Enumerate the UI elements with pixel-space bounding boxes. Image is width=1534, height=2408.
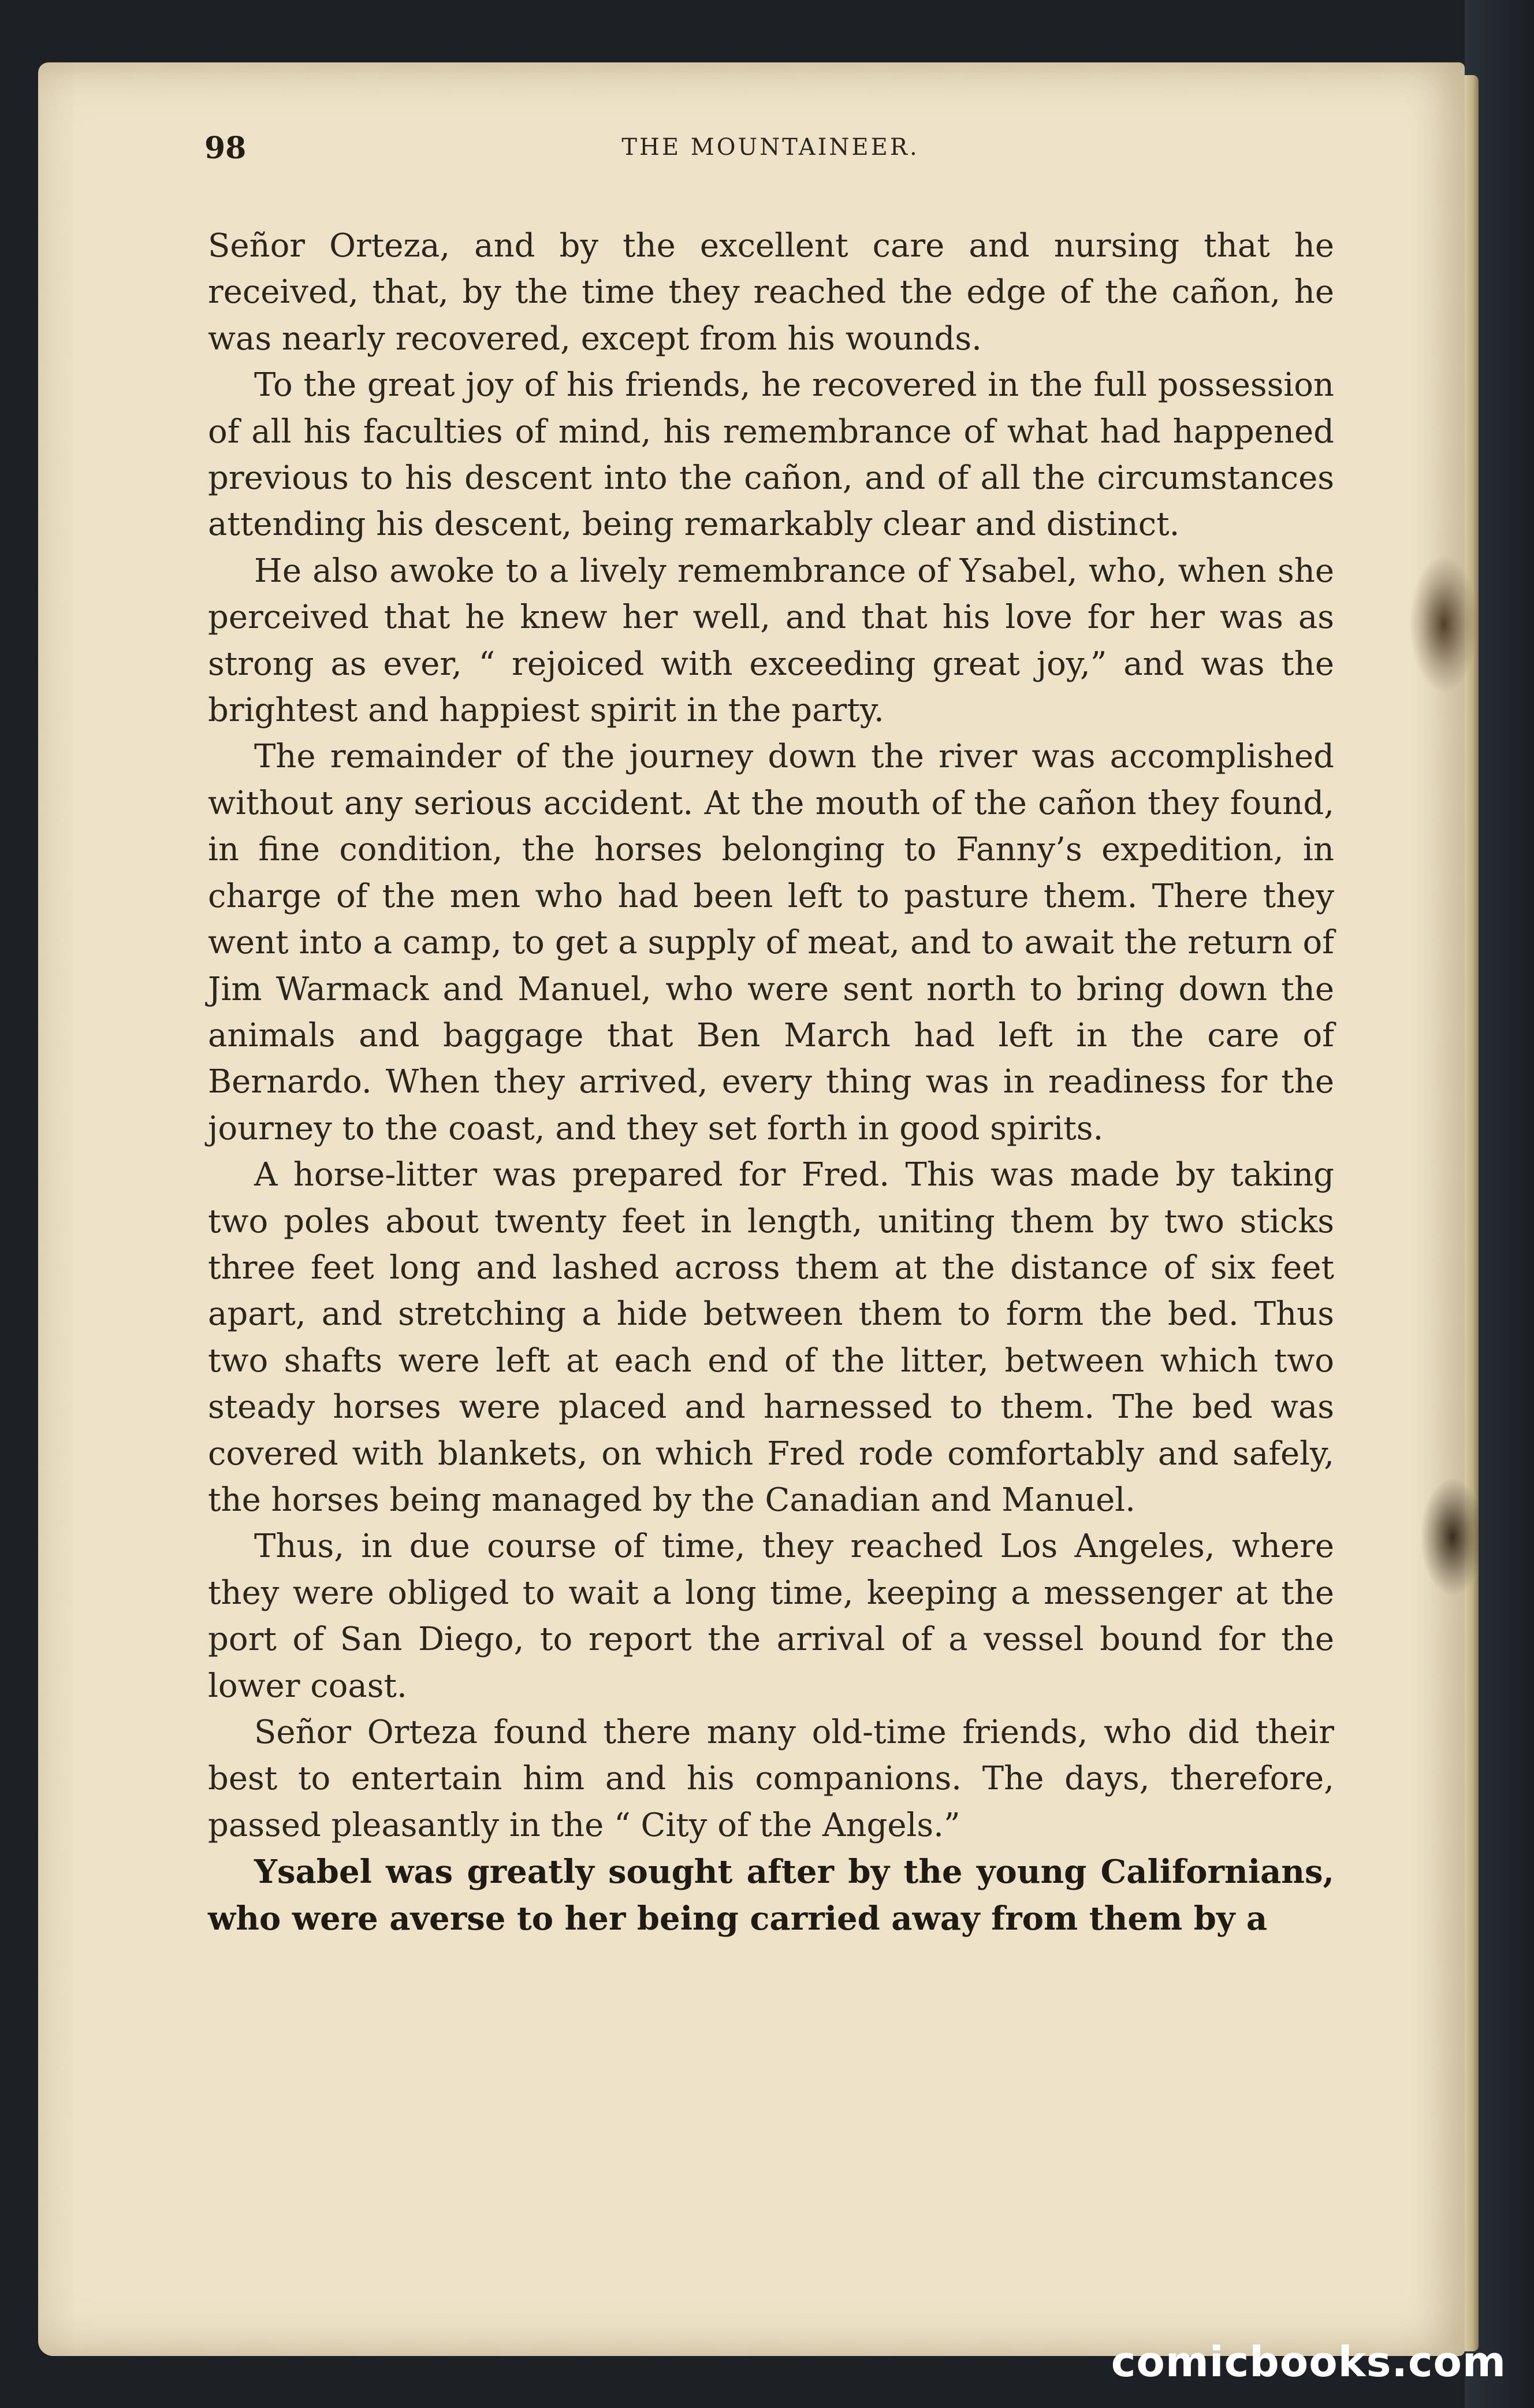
page-edge [1465,75,1479,2351]
paragraph: The remainder of the journey down the river was accomplished without any serious accident. At the mouth of the cañon they found, in fine condition, the horses belonging to Fanny’s expedition, in charge of the men who had been left to pasture them. There they went into a camp, to get a supply of meat, and to await the return of Jim Warmack and Manuel, who were sent north to bring down the animals and baggage that Ben March had left in the care of Bernardo. When they arrived, every thing was in readiness for the journey to the coast, and they set forth in good spirits. [208,738,1334,1147]
paragraph: A horse-litter was prepared for Fred. This was made by taking two poles about twenty feet in length, uniting them by two sticks three feet long and lashed across them at the distance of six feet apart, and stretching a hide between them to form the bed. Thus two shafts were left at each end of the litter, between which two steady horses were placed and harnessed to them. The bed was covered with blankets, on which Fred rode comfortably and safely, the horses being managed by the Canadian and Manuel. [208,1156,1334,1519]
running-title: THE MOUNTAINEER. [621,134,919,161]
body-text [208,223,1334,1942]
watermark: comicbooks.com [1111,2338,1506,2386]
paragraph: He also awoke to a lively remembrance of Ysabel, who, when she perceived that he knew her well, and that his love for her was as strong as ever, “ rejoiced with exceeding great joy,” and was the brightest and happiest spirit in the party. [208,552,1334,730]
paragraph: Señor Orteza found there many old-time friends, who did their best to entertain him and his companions. The days, therefore, passed pleasantly in the “ City of the Angels.” [208,1714,1334,1844]
running-head [204,131,1336,179]
paragraph: Señor Orteza, and by the excellent care and nursing that he received, that, by the time they reached the edge of the cañon, he was nearly recovered, except from his wounds. [208,227,1334,358]
paragraph: Thus, in due course of time, they reached Los Angeles, where they were obliged to wait a long time, keeping a messenger at the port of San Diego, to report the arrival of a vessel bound for the lower coast. [208,1528,1334,1705]
paragraph: To the great joy of his friends, he recovered in the full possession of all his faculties of mind, his remembrance of what had happened previous to his descent into the cañon, and of all the circumstances attending his descent, being remarkably clear and distinct. [208,366,1334,544]
paragraph: Ysabel was greatly sought after by the young Californians, who were averse to her being carried away from them by a [208,1853,1334,1938]
page-number: 98 [204,131,247,166]
